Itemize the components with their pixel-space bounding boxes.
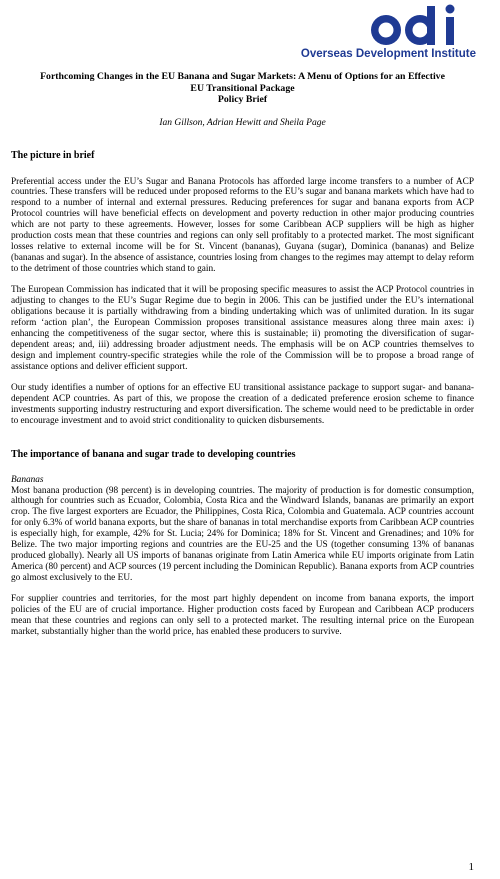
paragraph: Most banana production (98 percent) is in developing countries. The majority of production is for domestic consumption, although for countries such as Ecuador, Colombia, Costa Rica and the Windward Islands, bananas are primarily an export crop. The five largest exporters are Ecuador, the Philippines, Costa Rica, Colombia and Guatemala. ACP countries account for only 6.3% of world banana exports, but the share of bananas in total merchandise exports from Caribbean ACP countries is especially high, for example, 42% for St. Lucia; 24% for Dominica; 18% for St. Vincent and Grenadines; and 10% for Belize. The two major importing regions and countries are the EU-25 and the US (together consuming 13% of bananas produced globally). Nearly all US imports of bananas originate from Latin America while EU imports originate from Latin America (80 percent) and ACP sources (19 percent including the Dominican Republic). Banana exports from ACP countries go almost exclusively to the EU. [11, 485, 474, 584]
title-line-1: Forthcoming Changes in the EU Banana and Sugar Markets: A Menu of Options for an Effective [40, 71, 445, 82]
document-body [11, 71, 474, 638]
authors: Ian Gillson, Adrian Hewitt and Sheila Page [159, 117, 326, 128]
logo-subtitle: Overseas Development Institute [300, 48, 476, 60]
paragraph: Preferential access under the EU’s Sugar and Banana Protocols has afforded large income transfers to a number of ACP countries. These transfers will be reduced under proposed reforms to the EU’s sugar and banana markets which have had to respond to a number of internal and external pressures. Reducing preferences for sugar and banana exports from ACP Protocol countries will have beneficial effects on development and poverty reduction in other major producing countries which are not party to these agreements. However, losses for some Caribbean ACP suppliers will be high as higher production costs mean that these countries and regions can only sell profitably to a protected market. The most significant losses relative to external income will be for St. Vincent (bananas), Guyana (sugar), Dominica (bananas) and Belize (bananas and sugar). In the absence of assistance, countries losing from changes to the regimes may attempt to delay reform to the detriment of those countries which stand to gain. [11, 176, 474, 275]
section-heading-importance: The importance of banana and sugar trade to developing countries [11, 448, 296, 460]
paragraph: Our study identifies a number of options for an effective EU transitional assistance package to support sugar- and banana- dependent ACP countries. As part of this, we propose the creation of a dedicated preference erosion scheme to finance investments supporting industry restructuring and export diversification. The scheme would need to be predictable in order to encourage investment and to avoid strict conditionality to quicken disbursements. [11, 382, 474, 426]
odi-logo-mark [368, 4, 476, 48]
paragraph: The European Commission has indicated that it will be proposing specific measures to assist the ACP Protocol countries in adjusting to changes to the EU’s Sugar Regime due to begin in 2006. This can be justified under the EU’s international obligations because it is partially withdrawing from a binding undertaking which was of unlimited duration. In its sugar reform ‘action plan’, the European Commission proposes transitional assistance measures along three main axes: i) enhancing the competitiveness of the sugar sector, where this is sustainable; ii) promoting the diversification of sugar-dependent areas; and, iii) addressing broader adjustment needs. The emphasis will be on ACP countries themselves to design and implement country-specific strategies while the role of the Commission will be to propose a broad range of assistance options and deliver efficient support. [11, 285, 474, 372]
section-heading-picture-in-brief: The picture in brief [11, 149, 95, 161]
title-line-2: EU Transitional Package [190, 82, 295, 94]
odi-logo [300, 4, 476, 60]
subheading-bananas: Bananas [11, 474, 44, 485]
document-title [11, 71, 474, 106]
title-line-3: Policy Brief [217, 94, 268, 105]
page-number: 1 [468, 861, 474, 873]
paragraph: For supplier countries and territories, for the most part highly dependent on income from banana exports, the import policies of the EU are of crucial importance. Higher production costs faced by European and Caribbean ACP producers mean that these countries and regions can only sell to a protected market. The resulting internal price on the European market, substantially higher than the world price, has enabled these producers to survive. [11, 594, 474, 637]
